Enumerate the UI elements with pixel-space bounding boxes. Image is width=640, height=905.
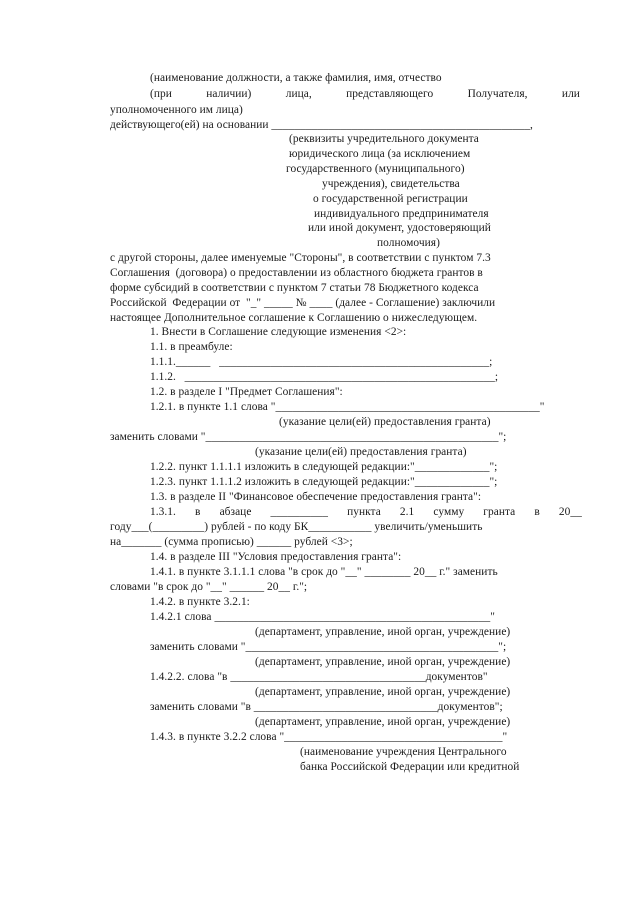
text-line: заменить словами "___________________________________________________"; (110, 431, 507, 443)
text-line: 1.4.3. в пункте 3.2.2 слова "______________________________________" (150, 731, 508, 743)
text-line: на_______ (сумма прописью) ______ рублей <3>; (110, 536, 353, 548)
word: Получателя, (467, 88, 528, 100)
word: представляющего (346, 88, 434, 100)
text-line: 1.4.2.2. слова "в __________________________________документов" (150, 671, 488, 683)
text-line: 1.1.1.______ _______________________________________________; (150, 356, 493, 368)
text-line: 1.2. в разделе I "Предмет Соглашения": (150, 386, 343, 398)
text-line: государственного (муниципального) (286, 163, 465, 175)
text-line: 1.1.2. ______________________________________________________; (150, 371, 499, 383)
text-line: юридического лица (за исключением (289, 148, 471, 160)
text-line: (наименование учреждения Центрального (300, 746, 507, 758)
word: или (561, 88, 580, 100)
text-line (150, 506, 582, 519)
word: в (534, 506, 540, 518)
text-line: 1.2.3. пункт 1.1.1.2 изложить в следующей редакции:"_____________"; (150, 476, 498, 488)
text-line: словами "в срок до "__" ______ 20__ г."; (110, 581, 308, 593)
word: в (195, 506, 201, 518)
text-line: форме субсидий в соответствии с пунктом 7 статьи 78 Бюджетного кодекса (110, 282, 479, 294)
word: 20__ (558, 506, 582, 518)
text-line: 1.4.2. в пункте 3.2.1: (150, 596, 250, 608)
text-line: году___(_________) рублей - по коду БК___________ увеличить/уменьшить (110, 521, 483, 533)
text-line: о государственной регистрации (313, 193, 468, 205)
text-line: Российской Федерации от "_" _____ № ____ (далее - Соглашение) заключили (110, 297, 496, 309)
text-line: (указание цели(ей) предоставления гранта) (255, 446, 467, 458)
word: гранта (483, 506, 516, 518)
text-line: (департамент, управление, иной орган, учреждение) (255, 716, 511, 728)
text-line: полномочия) (377, 237, 440, 249)
word: пункта (347, 506, 381, 518)
word: сумму (433, 506, 465, 518)
text-line: (наименование должности, а также фамилия, имя, отчество (150, 72, 442, 84)
text-line: (департамент, управление, иной орган, учреждение) (255, 626, 511, 638)
text-line: или иной документ, удостоверяющий (308, 222, 491, 234)
text-line: 1.2.1. в пункте 1.1 слова "______________________________________________" (150, 401, 545, 413)
text-line: (реквизиты учредительного документа (289, 133, 479, 145)
text-line: 1.4.2.1 слова ________________________________________________" (150, 611, 495, 623)
word: лица, (285, 88, 312, 100)
word: __________ (270, 506, 328, 518)
text-line: (указание цели(ей) предоставления гранта) (279, 416, 491, 428)
text-line: 1.3. в разделе II "Финансовое обеспечение предоставления гранта": (150, 491, 482, 503)
text-line: 1.4.1. в пункте 3.1.1.1 слова "в срок до "__" ________ 20__ г." заменить (150, 566, 498, 578)
word: 2.1 (399, 506, 415, 518)
text-line: 1.4. в разделе III "Условия предоставления гранта": (150, 551, 402, 563)
text-line: заменить словами "____________________________________________"; (150, 641, 507, 653)
word: 1.3.1. (150, 506, 176, 518)
text-line: 1.1. в преамбуле: (150, 341, 233, 353)
word: наличии) (206, 88, 252, 100)
text-line: заменить словами "в ________________________________документов"; (150, 701, 503, 713)
text-line: банка Российской Федерации или кредитной (300, 761, 520, 773)
text-line: настоящее Дополнительное соглашение к Соглашению о нижеследующем. (110, 312, 478, 324)
text-line: 1.2.2. пункт 1.1.1.1 изложить в следующей редакции:"_____________"; (150, 461, 498, 473)
text-line: (департамент, управление, иной орган, учреждение) (255, 656, 511, 668)
text-line: Соглашения (договора) о предоставлении из областного бюджета грантов в (110, 267, 483, 279)
text-line: 1. Внести в Соглашение следующие изменения <2>: (150, 326, 407, 338)
text-line: индивидуального предпринимателя (314, 208, 489, 220)
text-line (150, 88, 580, 101)
text-line: с другой стороны, далее именуемые "Стороны", в соответствии с пунктом 7.3 (110, 252, 491, 264)
text-line: действующего(ей) на основании _____________________________________________, (110, 119, 533, 131)
word: абзаце (219, 506, 252, 518)
text-line: (департамент, управление, иной орган, учреждение) (255, 686, 511, 698)
text-line: уполномоченного им лица) (110, 104, 243, 116)
word: (при (150, 88, 172, 100)
text-line: учреждения), свидетельства (322, 178, 460, 190)
